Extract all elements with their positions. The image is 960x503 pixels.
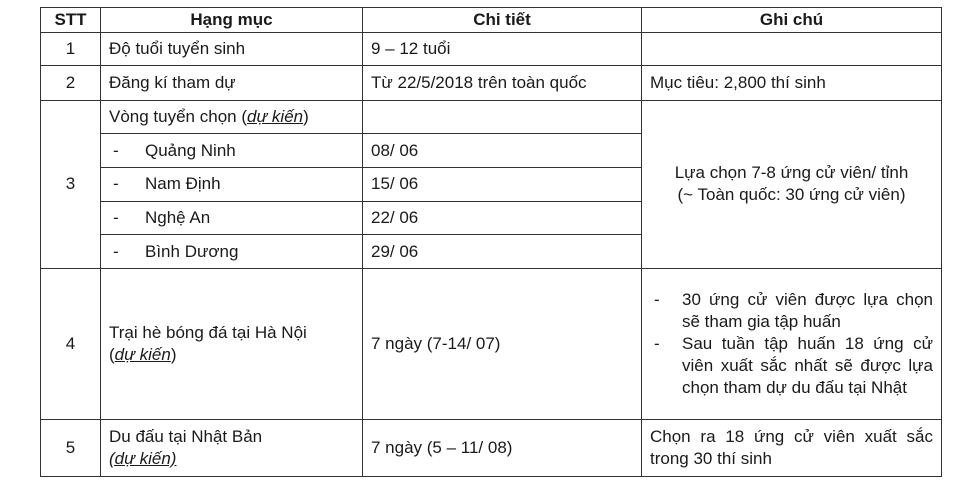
dash-marker: - bbox=[654, 333, 660, 353]
stt-cell: 2 bbox=[41, 66, 101, 101]
date-cell: 15/ 06 bbox=[363, 168, 642, 202]
sub-item bbox=[101, 235, 363, 269]
tentative-tag: dự kiến bbox=[246, 107, 304, 127]
header-hang-muc: Hạng mục bbox=[101, 8, 363, 33]
stt-cell: 4 bbox=[41, 268, 101, 419]
table-row bbox=[41, 66, 942, 101]
stt-cell: 5 bbox=[41, 419, 101, 476]
chi-tiet-cell: Từ 22/5/2018 trên toàn quốc bbox=[363, 66, 642, 101]
note-line: (~ Toàn quốc: 30 ứng cử viên) bbox=[677, 185, 906, 205]
item-title: Trại hè bóng đá tại Hà Nội bbox=[109, 322, 307, 342]
ghi-chu-cell: Mục tiêu: 2,800 thí sinh bbox=[642, 66, 942, 101]
note-line: Lựa chọn 7-8 ứng cử viên/ tỉnh bbox=[674, 163, 909, 183]
province-name: Nam Định bbox=[145, 174, 221, 194]
stt-cell: 1 bbox=[41, 33, 101, 66]
tentative-tag: dự kiến bbox=[114, 344, 171, 364]
hang-muc-cell: Độ tuổi tuyển sinh bbox=[101, 33, 363, 66]
dash-marker: - bbox=[113, 241, 119, 261]
sub-item bbox=[101, 168, 363, 202]
header-row bbox=[41, 8, 942, 33]
hang-muc-cell: Đăng kí tham dự bbox=[101, 66, 363, 101]
note-text: 30 ứng cử viên được lựa chọn sẽ tham gia tập huấn bbox=[682, 289, 933, 331]
round-label-close: ) bbox=[303, 107, 309, 127]
date-cell: 29/ 06 bbox=[363, 235, 642, 269]
dash-marker: - bbox=[113, 174, 119, 194]
tentative-tag: (dự kiến) bbox=[109, 448, 177, 468]
item-title: Du đấu tại Nhật Bản bbox=[109, 426, 263, 446]
province-name: Quảng Ninh bbox=[145, 140, 236, 160]
list-item bbox=[650, 289, 933, 333]
dash-marker: - bbox=[654, 289, 660, 309]
round-label: Vòng tuyển chọn ( bbox=[109, 107, 247, 127]
table-row bbox=[41, 419, 942, 476]
chi-tiet-cell: 7 ngày (5 – 11/ 08) bbox=[363, 419, 642, 476]
sub-item bbox=[101, 201, 363, 235]
dash-marker: - bbox=[113, 140, 119, 160]
province-name: Bình Dương bbox=[145, 241, 239, 261]
header-stt: STT bbox=[41, 8, 101, 33]
paren-open: ( bbox=[109, 344, 115, 364]
hang-muc-cell bbox=[101, 268, 363, 419]
chi-tiet-cell: 7 ngày (7-14/ 07) bbox=[363, 268, 642, 419]
paren-close: ) bbox=[170, 344, 177, 364]
header-ghi-chu: Ghi chú bbox=[642, 8, 942, 33]
date-cell: 08/ 06 bbox=[363, 134, 642, 168]
table-row bbox=[41, 100, 942, 134]
date-cell: 22/ 06 bbox=[363, 201, 642, 235]
hang-muc-cell bbox=[101, 419, 363, 476]
hang-muc-cell bbox=[101, 100, 363, 134]
ghi-chu-cell: Chọn ra 18 ứng cử viên xuất sắc trong 30 thí sinh bbox=[642, 419, 942, 476]
ghi-chu-cell bbox=[642, 268, 942, 419]
chi-tiet-cell bbox=[363, 100, 642, 134]
chi-tiet-cell: 9 – 12 tuổi bbox=[363, 33, 642, 66]
dash-marker: - bbox=[113, 208, 119, 227]
ghi-chu-cell bbox=[642, 33, 942, 66]
table-row bbox=[41, 268, 942, 419]
sub-item bbox=[101, 134, 363, 168]
province-name: Nghệ An bbox=[145, 208, 211, 227]
list-item bbox=[650, 333, 933, 399]
ghi-chu-cell bbox=[642, 100, 942, 268]
schedule-table bbox=[40, 7, 942, 477]
note-text: Sau tuần tập huấn 18 ứng cử viên xuất sắc nhất sẽ được lựa chọn tham dự du đấu tại Nhật bbox=[682, 333, 933, 397]
stt-cell: 3 bbox=[41, 100, 101, 268]
table-row bbox=[41, 33, 942, 66]
header-chi-tiet: Chi tiết bbox=[363, 8, 642, 33]
